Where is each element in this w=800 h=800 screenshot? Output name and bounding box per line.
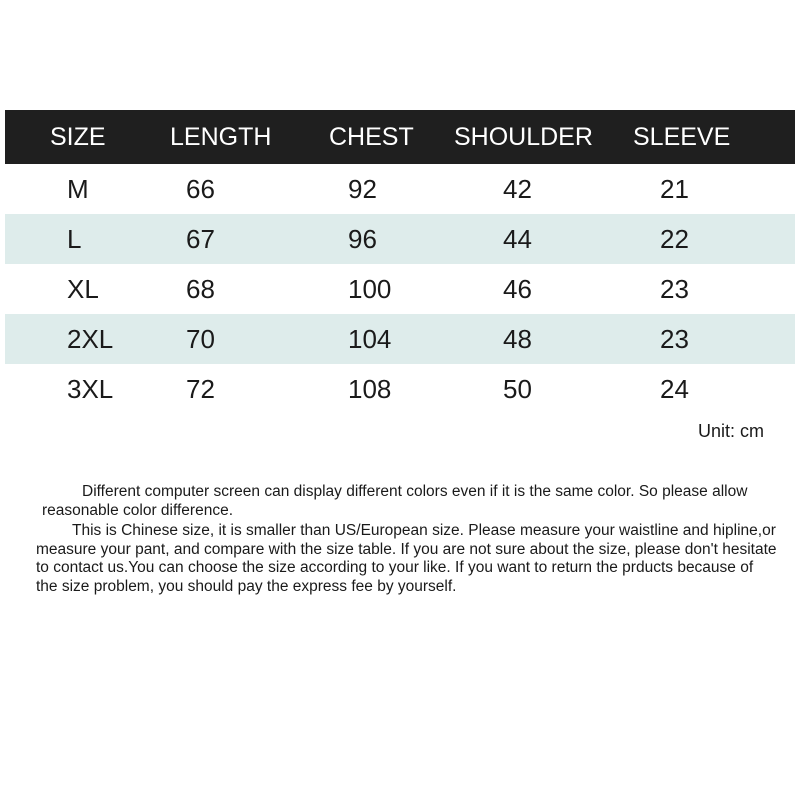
cell-size: 3XL <box>67 373 114 404</box>
table-row <box>5 164 795 214</box>
cell-chest: 100 <box>348 273 392 304</box>
header-length: LENGTH <box>170 122 272 151</box>
cell-length: 70 <box>186 323 215 354</box>
cell-length: 67 <box>186 223 215 254</box>
cell-length: 68 <box>186 273 215 304</box>
cell-shoulder: 50 <box>503 373 532 404</box>
header-size: SIZE <box>50 122 106 151</box>
cell-sleeve: 21 <box>660 173 689 204</box>
size-table <box>5 110 795 414</box>
table-header-row <box>5 110 795 164</box>
cell-size: 2XL <box>67 323 114 354</box>
table-row <box>5 314 795 364</box>
cell-shoulder: 46 <box>503 273 532 304</box>
cell-shoulder: 44 <box>503 223 532 254</box>
cell-chest: 104 <box>348 323 392 354</box>
unit-label: Unit: cm <box>697 421 764 441</box>
cell-shoulder: 42 <box>503 173 532 204</box>
cell-size: M <box>67 173 89 204</box>
cell-shoulder: 48 <box>503 323 532 354</box>
header-sleeve: SLEEVE <box>633 122 731 151</box>
cell-size: XL <box>67 273 99 304</box>
size-disclaimer-note: This is Chinese size, it is smaller than US/European size. Please measure your waistline and hipline,or measure your pant, and compare with the size table. If you are not sure about the size, please don't hesitate to contact us.You can choose the size according to your like. If you want to return the prducts because of the size problem, you should pay the express fee by yourself. <box>36 522 777 595</box>
table-row <box>5 214 795 264</box>
header-chest: CHEST <box>329 122 414 151</box>
color-disclaimer-note: Different computer screen can display different colors even if it is the same color. So please allow reasonable color difference. <box>42 483 748 519</box>
header-shoulder: SHOULDER <box>454 122 593 151</box>
cell-chest: 96 <box>348 223 377 254</box>
notes-section <box>0 483 800 596</box>
cell-chest: 108 <box>348 373 392 404</box>
cell-chest: 92 <box>348 173 377 204</box>
cell-size: L <box>67 223 82 254</box>
cell-length: 66 <box>186 173 215 204</box>
table-row <box>5 364 795 414</box>
table-row <box>5 264 795 314</box>
cell-sleeve: 23 <box>660 273 689 304</box>
cell-length: 72 <box>186 373 215 404</box>
cell-sleeve: 23 <box>660 323 689 354</box>
cell-sleeve: 22 <box>660 223 689 254</box>
cell-sleeve: 24 <box>660 373 689 404</box>
